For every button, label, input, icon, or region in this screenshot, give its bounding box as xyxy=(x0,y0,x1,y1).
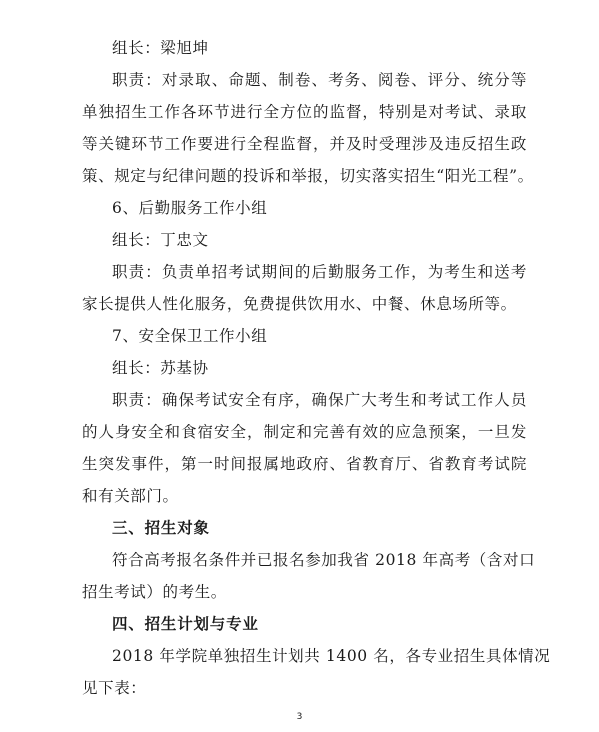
logistics-duty-line-1: 职责：负责单招考试期间的后勤服务工作，为考生和送考 xyxy=(112,263,527,281)
security-duty-line-3: 生突发事件，第一时间报属地政府、省教育厅、省教育考试院 xyxy=(82,455,527,473)
plan-line-2: 见下表： xyxy=(82,679,147,697)
enrollment-targets-line-1: 符合高考报名条件并已报名参加我省 2018 年高考（含对口 xyxy=(112,551,536,569)
page-number: 3 xyxy=(296,712,303,722)
logistics-group-leader: 组长：丁忠文 xyxy=(112,231,209,249)
section-heading-enrollment-targets: 三、招生对象 xyxy=(112,519,210,537)
logistics-group-title: 6、后勤服务工作小组 xyxy=(112,199,268,217)
supervision-duty-line-3: 等关键环节工作要进行全程监督，并及时受理涉及违反招生政 xyxy=(82,135,527,153)
security-duty-line-1: 职责：确保考试安全有序，确保广大考生和考试工作人员 xyxy=(112,391,527,409)
section-heading-plan-and-majors: 四、招生计划与专业 xyxy=(112,615,259,633)
plan-line-1: 2018 年学院单独招生计划共 1400 名，各专业招生具体情况 xyxy=(112,647,551,665)
supervision-duty-line-1: 职责：对录取、命题、制卷、考务、阅卷、评分、统分等 xyxy=(112,71,527,89)
supervision-group-leader: 组长：梁旭坤 xyxy=(112,39,209,57)
security-duty-line-2: 的人身安全和食宿安全，制定和完善有效的应急预案，一旦发 xyxy=(82,423,527,441)
security-duty-line-4: 和有关部门。 xyxy=(82,487,179,505)
supervision-duty-line-2: 单独招生工作各环节进行全方位的监督，特别是对考试、录取 xyxy=(82,103,527,121)
supervision-duty-line-4: 策、规定与纪律问题的投诉和举报，切实落实招生“阳光工程”。 xyxy=(82,167,534,185)
security-group-title: 7、安全保卫工作小组 xyxy=(112,327,268,345)
enrollment-targets-line-2: 招生考试）的考生。 xyxy=(82,583,227,601)
security-group-leader: 组长：苏基协 xyxy=(112,359,209,377)
logistics-duty-line-2: 家长提供人性化服务，免费提供饮用水、中餐、休息场所等。 xyxy=(82,295,517,313)
